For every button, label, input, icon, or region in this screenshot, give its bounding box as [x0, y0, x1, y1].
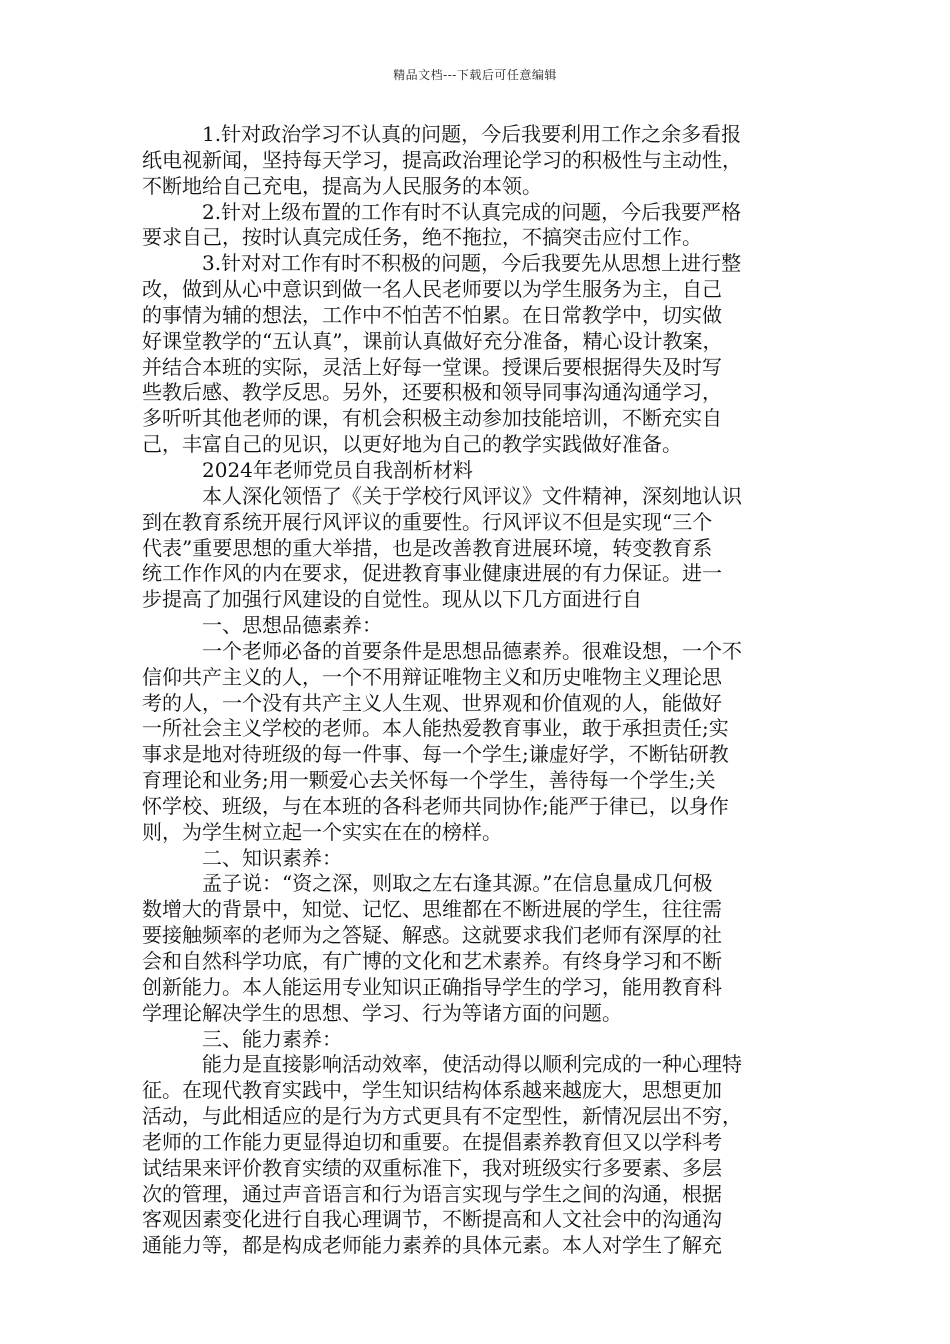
text-line: 征。在现代教育实践中，学生知识结构体系越来越庞大，思想更加: [142, 1078, 722, 1103]
text-line: 些教后感、教学反思。另外，还要积极和领导同事沟通沟通学习，: [142, 380, 722, 405]
text-line: 数增大的背景中，知觉、记忆、思维都在不断进展的学生，往往需: [142, 897, 722, 922]
text-line: 孟子说：“资之深，则取之左右逢其源。”在信息量成几何极: [202, 871, 713, 896]
text-line: 一个老师必备的首要条件是思想品德素养。很难设想，一个不: [202, 638, 742, 663]
text-line: 到在教育系统开展行风评议的重要性。行风评议不但是实现“三个: [142, 509, 713, 534]
text-line: 并结合本班的实际，灵活上好每一堂课。授课后要根据得失及时写: [142, 354, 722, 379]
text-line: 学理论解决学生的思想、学习、行为等诸方面的问题。: [142, 1000, 622, 1025]
text-line: 一、思想品德素养：: [202, 613, 382, 638]
text-line: 三、能力素养：: [202, 1026, 342, 1051]
text-line: 次的管理，通过声音语言和行为语言实现与学生之间的沟通，根据: [142, 1181, 722, 1206]
text-line: 怀学校、班级，与在本班的各科老师共同协作;能严于律已，以身作: [142, 793, 729, 818]
text-line: 好课堂教学的“五认真”，课前认真做好充分准备，精心设计教案，: [142, 328, 723, 353]
text-line: 考的人，一个没有共产主义人生观、世界观和价值观的人，能做好: [142, 690, 722, 715]
text-line: 多听听其他老师的课，有机会积极主动参加技能培训，不断充实自: [142, 406, 722, 431]
page-header: 精品文档---下载后可任意编辑: [393, 68, 557, 82]
text-line: 则，为学生树立起一个实实在在的榜样。: [142, 819, 502, 844]
text-line: 要接触频率的老师为之答疑、解惑。这就要求我们老师有深厚的社: [142, 923, 722, 948]
text-line: 统工作作风的内在要求，促进教育事业健康进展的有力保证。进一: [142, 561, 722, 586]
text-line: 二、知识素养：: [202, 845, 342, 870]
text-line: 通能力等，都是构成老师能力素养的具体元素。本人对学生了解充: [142, 1233, 722, 1258]
text-line: 信仰共产主义的人，一个不用辩证唯物主义和历史唯物主义理论思: [142, 664, 722, 689]
text-line: 活动，与此相适应的是行为方式更具有不定型性，新情况层出不穷，: [142, 1104, 742, 1129]
text-line: 2024年老师党员自我剖析材料: [202, 457, 473, 482]
text-line: 会和自然科学功底，有广博的文化和艺术素养。有终身学习和不断: [142, 949, 722, 973]
text-line: 试结果来评价教育实绩的双重标准下，我对班级实行多要素、多层: [142, 1155, 722, 1180]
text-line: 2.针对上级布置的工作有时不认真完成的问题，今后我要严格: [202, 199, 742, 224]
text-line: 事求是地对待班级的每一件事、每一个学生;谦虚好学，不断钻研教: [142, 742, 729, 767]
text-line: 步提高了加强行风建设的自觉性。现从以下几方面进行自: [142, 587, 642, 612]
text-line: 本人深化领悟了《关于学校行风评议》文件精神，深刻地认识: [202, 483, 742, 508]
text-line: 能力是直接影响活动效率，使活动得以顺利完成的一种心理特: [202, 1052, 742, 1077]
text-line: 改，做到从心中意识到做一名人民老师要以为学生服务为主，自己: [142, 277, 722, 302]
text-line: 客观因素变化进行自我心理调节，不断提高和人文社会中的沟通沟: [142, 1207, 722, 1232]
text-line: 老师的工作能力更显得迫切和重要。在提倡素养教育但又以学科考: [142, 1129, 722, 1154]
text-line: 要求自己，按时认真完成任务，绝不拖拉，不搞突击应付工作。: [142, 225, 702, 250]
text-line: 育理论和业务;用一颗爱心去关怀每一个学生，善待每一个学生;关: [142, 768, 716, 793]
text-line: 1.针对政治学习不认真的问题，今后我要利用工作之余多看报: [202, 122, 742, 146]
text-line: 不断地给自己充电，提高为人民服务的本领。: [142, 173, 542, 198]
text-line: 己，丰富自己的见识，以更好地为自己的教学实践做好准备。: [142, 432, 682, 457]
document-body: [142, 122, 810, 1259]
text-line: 纸电视新闻，坚持每天学习，提高政治理论学习的积极性与主动性，: [142, 147, 742, 172]
text-line: 3.针对对工作有时不积极的问题，今后我要先从思想上进行整: [202, 251, 742, 276]
text-line: 一所社会主义学校的老师。本人能热爱教育事业，敢于承担责任;实: [142, 716, 729, 741]
text-line: 创新能力。本人能运用专业知识正确指导学生的学习，能用教育科: [142, 974, 722, 999]
text-line: 的事情为辅的想法，工作中不怕苦不怕累。在日常教学中，切实做: [142, 302, 722, 327]
text-line: 代表”重要思想的重大举措，也是改善教育进展环境，转变教育系: [142, 535, 713, 560]
